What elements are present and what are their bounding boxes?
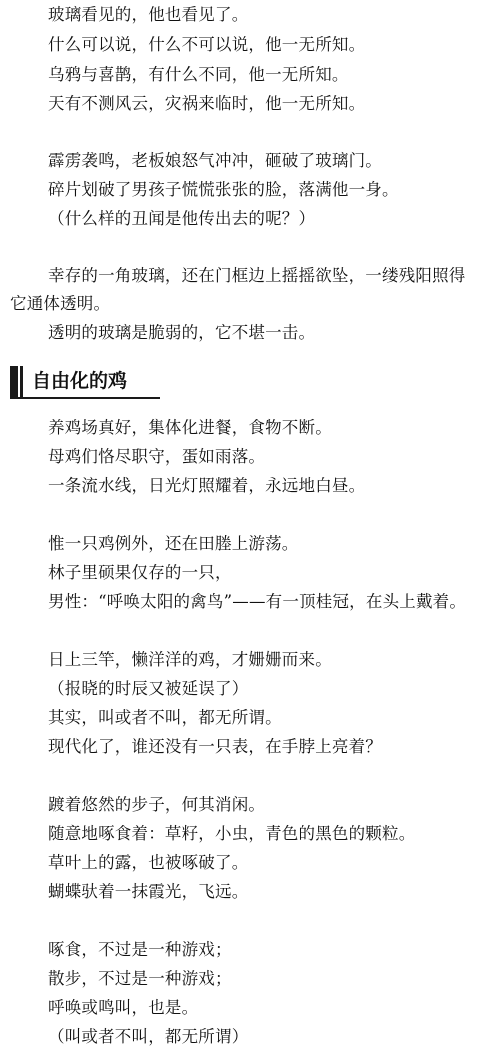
poem2-line-3: 一条流水线，日光灯照耀着，永远地白昼。 (48, 476, 366, 495)
poem2-line-1: 养鸡场真好，集体化进餐，食物不断。 (48, 418, 332, 437)
poem1-line-10: 透明的玻璃是脆弱的，它不堪一击。 (48, 323, 316, 342)
poem2-line-17: 呼唤或鸣叫，也是。 (48, 998, 199, 1017)
poem2-line-2: 母鸡们恪尽职守，蛋如雨落。 (48, 447, 266, 466)
poem2-line-4: 惟一只鸡例外，还在田塍上游荡。 (48, 534, 299, 553)
poem2-line-6: 男性：“呼唤太阳的禽鸟”——有一顶桂冠，在头上戴着。 (48, 592, 467, 611)
poem2-line-14: 蝴蝶驮着一抹霞光，飞远。 (48, 882, 249, 901)
poem1-line-7: （什么样的丑闻是他传出去的呢？） (48, 209, 316, 228)
poem2-line-12: 随意地啄食着：草籽，小虫，青色的黑色的颗粒。 (48, 824, 416, 843)
heading-underline (10, 397, 160, 399)
heading-bar-thin-icon (20, 366, 23, 398)
poem2-line-5: 林子里硕果仅存的一只， (48, 563, 232, 582)
poem2-line-8: （报晓的时辰又被延误了） (48, 679, 249, 698)
poem2-line-10: 现代化了，谁还没有一只表，在手脖上亮着？ (48, 737, 382, 756)
section-heading (10, 366, 310, 400)
poem1-line-8: 幸存的一角玻璃，还在门框边上摇摇欲坠，一缕残阳照得 (48, 266, 466, 285)
poem1-line-6: 碎片划破了男孩子慌慌张张的脸，落满他一身。 (48, 180, 399, 199)
poem2-line-7: 日上三竿，懒洋洋的鸡，才姗姗而来。 (48, 650, 332, 669)
poem1-line-2: 什么可以说，什么不可以说，他一无所知。 (48, 35, 366, 54)
poem2-line-9: 其实，叫或者不叫，都无所谓。 (48, 708, 282, 727)
poem2-line-18: （叫或者不叫，都无所谓） (48, 1027, 249, 1046)
heading-bar-icon (10, 366, 18, 398)
poem2-line-13: 草叶上的露，也被啄破了。 (48, 853, 249, 872)
poem1-line-4: 天有不测风云，灾祸来临时，他一无所知。 (48, 94, 366, 113)
poem1-line-3: 乌鸦与喜鹊，有什么不同，他一无所知。 (48, 65, 349, 84)
poem1-line-5: 霹雳袭鸣，老板娘怒气冲冲，砸破了玻璃门。 (48, 151, 382, 170)
poem2-line-15: 啄食，不过是一种游戏； (48, 940, 232, 959)
poem2-line-16: 散步，不过是一种游戏； (48, 969, 232, 988)
poem2-line-11: 踱着悠然的步子，何其消闲。 (48, 795, 266, 814)
section-title: 自由化的鸡 (32, 370, 128, 392)
poem1-line-1: 玻璃看见的，他也看见了。 (48, 5, 249, 24)
poem1-line-9: 它通体透明。 (10, 294, 111, 313)
